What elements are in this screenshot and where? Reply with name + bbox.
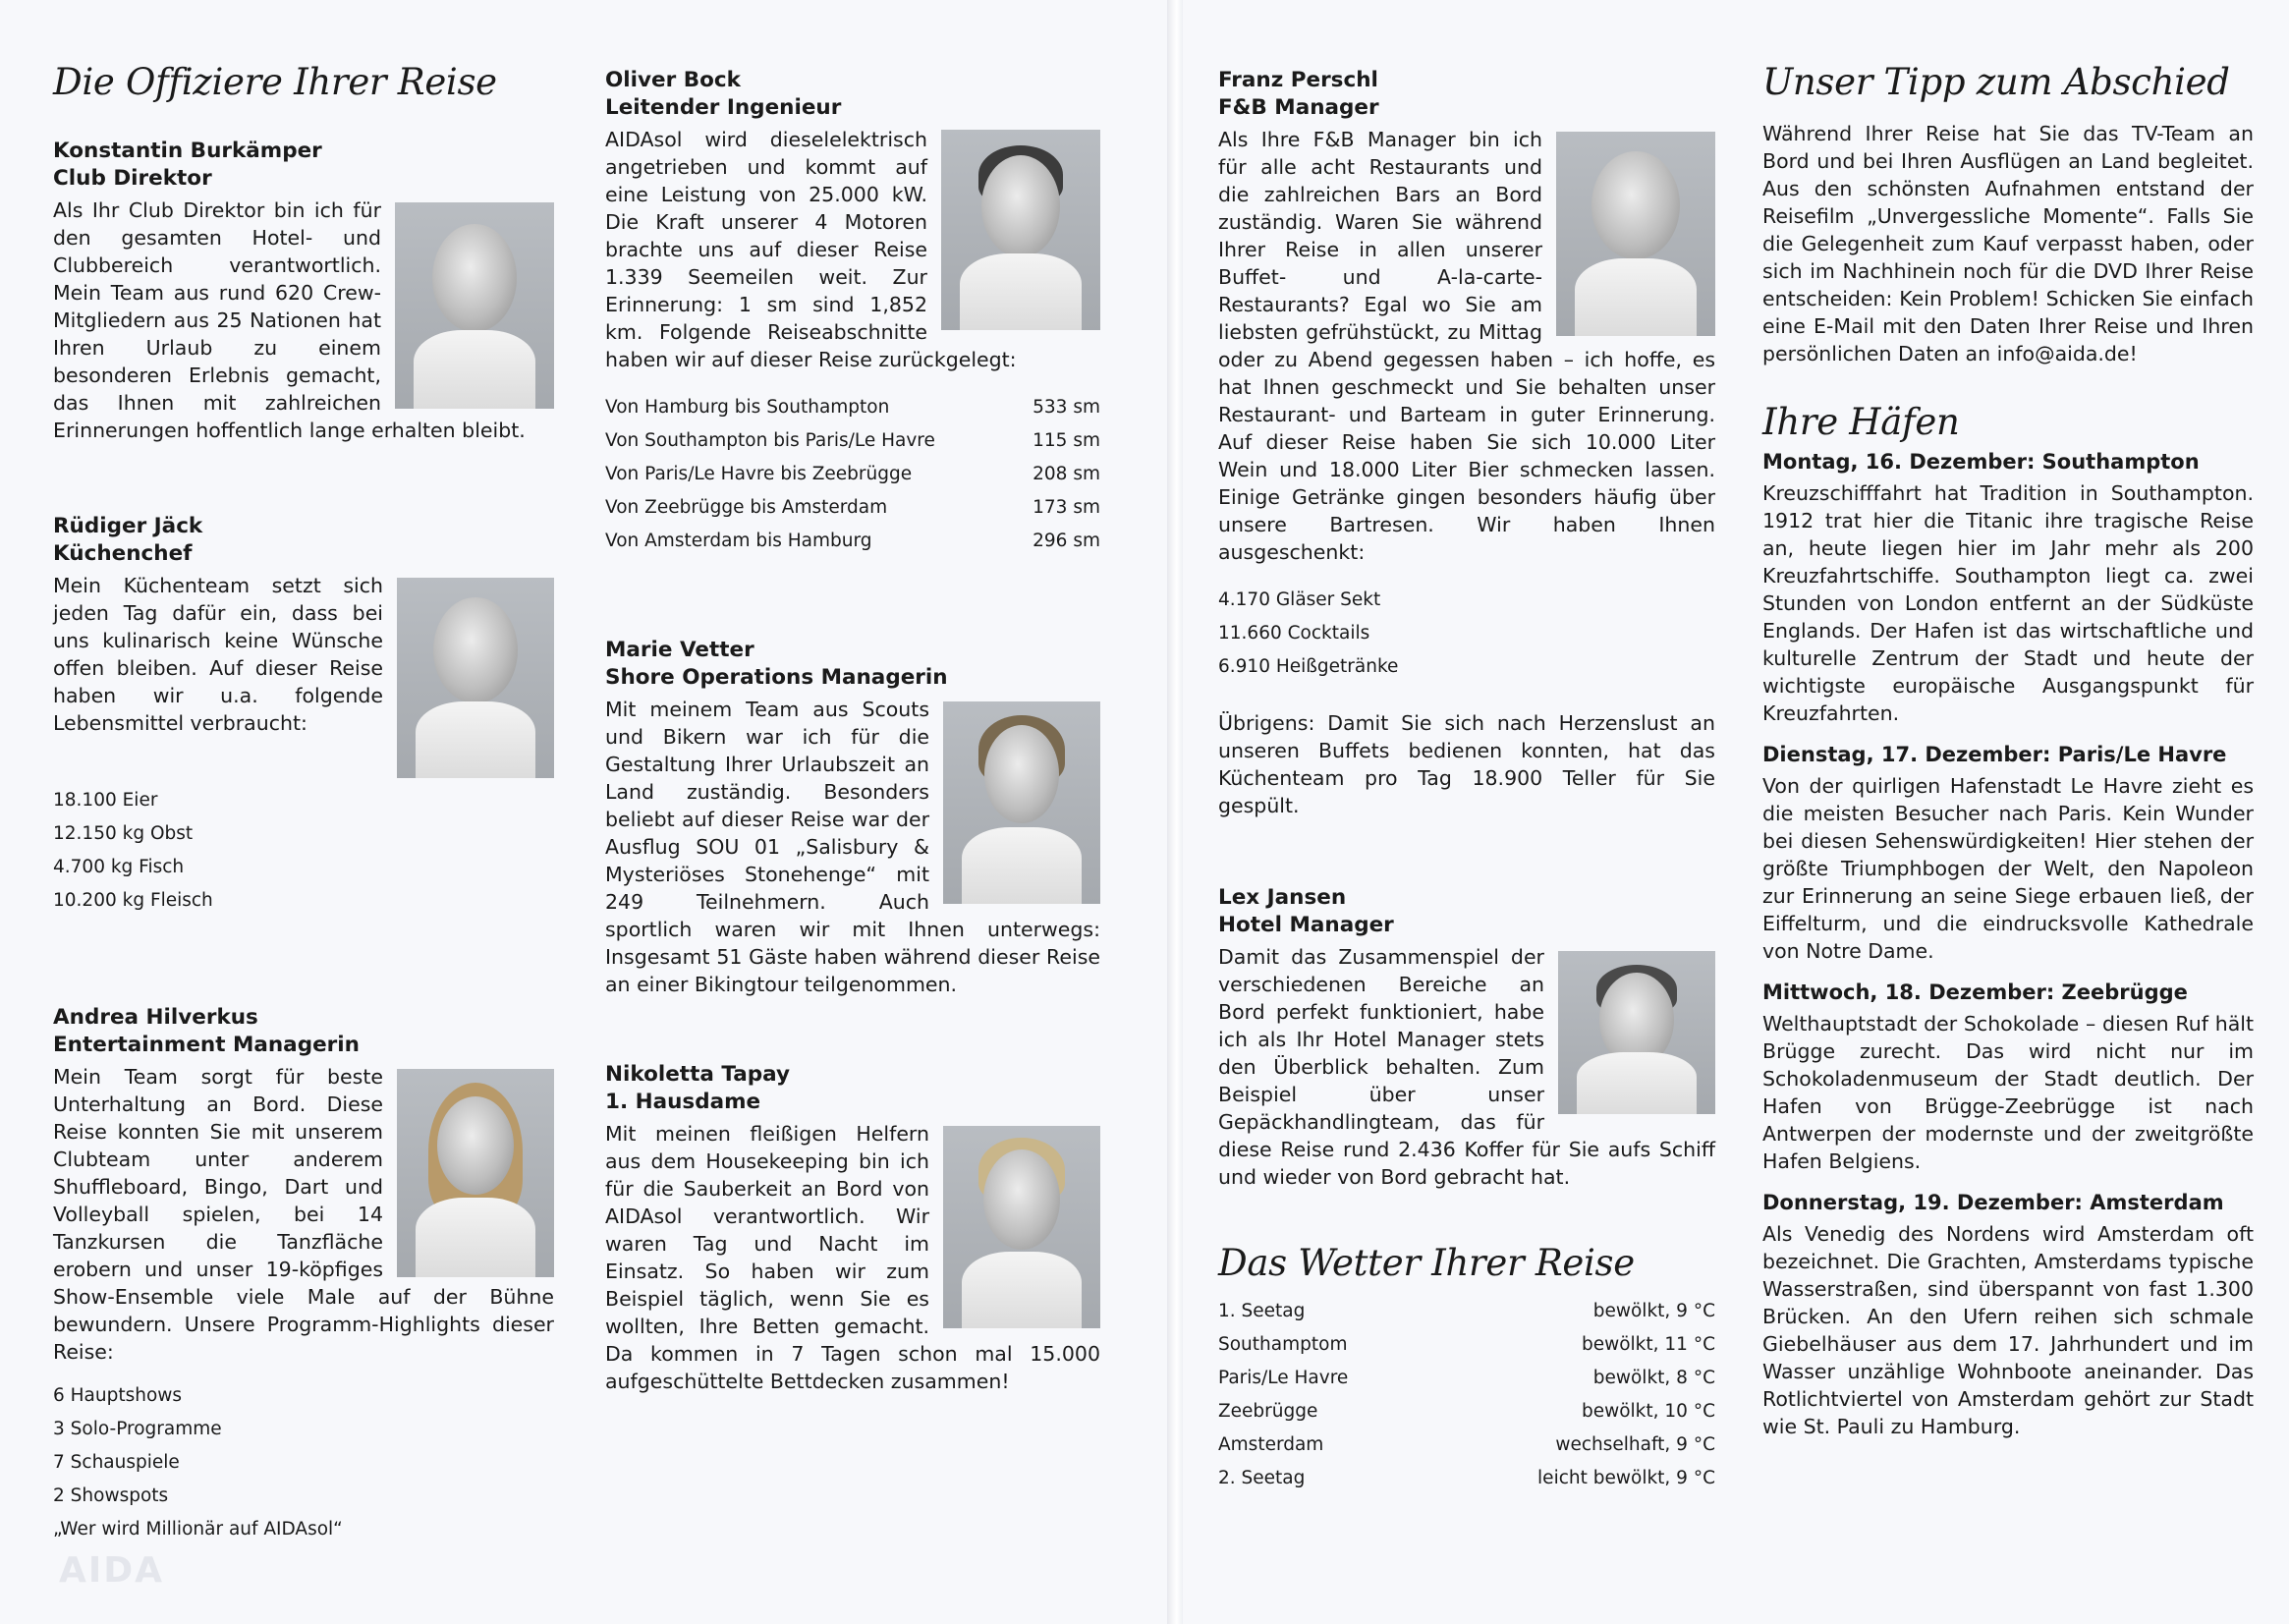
officer-role: Entertainment Managerin <box>53 1033 360 1057</box>
list-item: 11.660 Cocktails <box>1218 623 1370 644</box>
port-title: Dienstag, 17. Dezember: Paris/Le Havre <box>1762 743 2227 766</box>
officer-burkaemper <box>53 138 554 444</box>
officer-text: Mit meinen fleißigen Helfern aus dem Housekeeping bin ich für die Sauberkeit an Bord von AIDAsol verantwortlich. Wir waren Tag und Nacht im Einsatz. So haben wir zum Beispiel täglich, wenn Sie es wollten, Ihre Betten gemacht. Da kommen in 7 Tagen schon mal 15.000 aufgeschüttelte Bettdecken zusammen! <box>605 1122 1100 1393</box>
officer-name: Marie Vetter <box>605 638 754 662</box>
officer-hilverkus <box>53 1004 554 1546</box>
officer-photo <box>1558 951 1715 1114</box>
weather-section <box>1218 1242 1715 1495</box>
officer-role: Hotel Manager <box>1218 913 1394 937</box>
route-row: Von Hamburg bis Southampton 533 sm <box>605 397 1100 418</box>
officers-heading: Die Offiziere Ihrer Reise <box>53 61 497 103</box>
officer-photo <box>397 1069 554 1277</box>
weather-row: Zeebrügge bewölkt, 10 °C <box>1218 1401 1715 1422</box>
officer-photo <box>943 701 1100 904</box>
officer-text: AIDAsol wird dieselelektrisch angetrieben und kommt auf eine Leistung von 25.000 kW. Die Kraft unserer 4 Motoren brachte uns auf dieser Reise 1.339 Seemeilen weit. Zur Erinnerung: 1 sm sind 1,852 km. Folgende Reiseabschnitte haben wir auf dieser Reise zurückgelegt: <box>605 128 1017 371</box>
port-item <box>1762 448 2254 727</box>
officer-photo <box>943 1126 1100 1328</box>
list-item: 10.200 kg Fleisch <box>53 890 213 911</box>
perschl-note: Übrigens: Damit Sie sich nach Herzenslust an unseren Buffets bedienen konnten, hat das Küchenteam pro Tag 18.900 Teller für Sie gespült. <box>1218 711 1715 817</box>
route-row: Von Amsterdam bis Hamburg 296 sm <box>605 531 1100 551</box>
officer-perschl <box>1218 67 1715 819</box>
list-item: 6.910 Heißgetränke <box>1218 656 1399 677</box>
officer-role: F&B Manager <box>1218 95 1379 120</box>
ports-section <box>1762 401 2254 1440</box>
port-item <box>1762 979 2254 1175</box>
left-column-1 <box>53 61 554 1546</box>
officer-bock <box>605 67 1100 558</box>
weather-row: 2. Seetag leicht bewölkt, 9 °C <box>1218 1468 1715 1488</box>
officer-name: Konstantin Burkämper <box>53 139 322 163</box>
officer-role: 1. Hausdame <box>605 1090 761 1114</box>
port-text: Welthauptstadt der Schokolade – diesen Ruf hält Brügge zurecht. Das wird nicht nur im Schokoladenmuseum der Stadt deutlich. Der Hafen von Brügge-Zeebrügge ist nach Antwerpen der modernste und der zweitgrößte Hafen Belgiens. <box>1762 1012 2254 1173</box>
port-item <box>1762 741 2254 965</box>
list-item: 4.170 Gläser Sekt <box>1218 589 1381 610</box>
officer-jaeck <box>53 513 554 918</box>
officer-name: Lex Jansen <box>1218 885 1347 910</box>
officer-text: Mein Küchenteam setzt sich jeden Tag dafür ein, dass bei uns kulinarisch keine Wünsche offen bleiben. Auf dieser Reise haben wir u.a. folgende Lebensmittel verbraucht: <box>53 574 383 735</box>
list-item: „Wer wird Millionär auf AIDAsol“ <box>53 1519 343 1540</box>
officer-role: Küchenchef <box>53 541 193 566</box>
port-title: Donnerstag, 19. Dezember: Amsterdam <box>1762 1191 2224 1214</box>
weather-list <box>1218 1295 1715 1495</box>
officer-photo <box>1556 132 1715 336</box>
tip-section <box>1762 61 2254 367</box>
officer-name: Rüdiger Jäck <box>53 514 203 538</box>
port-item <box>1762 1189 2254 1440</box>
officer-photo <box>941 130 1100 330</box>
list-item: 2 Showspots <box>53 1485 169 1506</box>
officer-photo <box>397 578 554 778</box>
left-column-2 <box>605 67 1100 1395</box>
officer-name: Oliver Bock <box>605 68 741 92</box>
weather-row: Amsterdam wechselhaft, 9 °C <box>1218 1434 1715 1455</box>
port-text: Als Venedig des Nordens wird Amsterdam oft bezeichnet. Die Grachten, Amsterdams typische Wasserstraßen, sind überspannt von fast 1.300 Brücken. An den Ufern reihen sich schmale Giebelhäuser aus dem 17. Jahrhundert und im Wasser unzählige Wohnboote aneinander. Das Rotlichtviertel von Amsterdam gehört zur Stadt wie St. Pauli zu Hamburg. <box>1762 1222 2254 1438</box>
officer-text: Mein Team sorgt für beste Unterhaltung an Bord. Diese Reise konnten Sie mit unserem Clubteam unter anderem Shuffleboard, Bingo, Dart und Volleyball spielen, bei 14 Tanzkursen die Tanzfläche erobern und unser 19-köpfiges Show-Ensemble viele Male auf der Bühne bewundern. Unsere Programm-Highlights dieser Reise: <box>53 1065 554 1364</box>
route-row: Von Southampton bis Paris/Le Havre 115 sm <box>605 430 1100 451</box>
route-row: Von Zeebrügge bis Amsterdam 173 sm <box>605 497 1100 518</box>
right-page <box>1183 0 2289 1624</box>
route-row: Von Paris/Le Havre bis Zeebrügge 208 sm <box>605 464 1100 484</box>
officer-photo <box>395 202 554 409</box>
right-column-1 <box>1218 67 1715 1495</box>
port-title: Mittwoch, 18. Dezember: Zeebrügge <box>1762 980 2188 1004</box>
weather-row: 1. Seetag bewölkt, 9 °C <box>1218 1301 1715 1321</box>
aida-watermark: AIDA <box>59 1550 164 1591</box>
officer-text: Damit das Zusammenspiel der verschiedenen Bereiche an Bord perfekt funktioniert, habe ich als Ihr Hotel Manager stets den Überblick behalten. Zum Beispiel über unser Gepäckhandlingteam, das für diese Reise rund 2.436 Koffer für Sie aufs Schiff und wieder von Bord gebracht hat. <box>1218 945 1715 1189</box>
port-text: Kreuzschifffahrt hat Tradition in Southampton. 1912 trat hier die Titanic ihre tragische Reise an, heute liegen hier im Jahr mehr als 200 Kreuzfahrtschiffe. Southampton liegt ca. zwei Stunden von London entfernt an der Südküste Englands. Der Hafen ist das wirtschaftliche und kulturelle Zentrum der Stadt und heute der wichtigste europäische Ausgangspunkt für Kreuzfahrten. <box>1762 481 2254 725</box>
officer-text: Mit meinem Team aus Scouts und Bikern war ich für die Gestaltung Ihrer Urlaubszeit an Land zuständig. Besonders beliebt auf dieser Reise war der Ausflug SOU 01 „Salisbury & Mysteriöses Stonehenge“ mit 249 Teilnehmern. Auch sportlich waren wir mit Ihnen unterwegs: Insgesamt 51 Gäste haben während dieser Reise an einer Bikingtour teilgenommen. <box>605 698 1100 996</box>
weather-row: Paris/Le Havre bewölkt, 8 °C <box>1218 1368 1715 1388</box>
tip-text: Während Ihrer Reise hat Sie das TV-Team an Bord und bei Ihren Ausflügen an Land begleitet. Aus den schönsten Aufnahmen entstand der Reisefilm „Unvergessliche Momente“. Falls Sie die Gelegenheit zum Kauf verpasst haben, oder sich im Nachhinein noch für die DVD Ihrer Reise entscheiden: Kein Problem! Schicken Sie einfach eine E-Mail mit den Daten Ihrer Reise und Ihren persönlichen Daten an info@aida.de! <box>1762 122 2254 365</box>
list-item: 4.700 kg Fisch <box>53 857 185 877</box>
officer-tapay <box>605 1061 1100 1395</box>
officer-name: Nikoletta Tapay <box>605 1062 791 1087</box>
ports-heading: Ihre Häfen <box>1762 401 1960 443</box>
list-item: 18.100 Eier <box>53 790 158 811</box>
right-column-2 <box>1762 61 2254 1440</box>
officer-vetter <box>605 637 1100 998</box>
officer-text: Als Ihr Club Direktor bin ich für den gesamten Hotel- und Clubbereich verantwortlich. Mein Team aus rund 620 Crew-Mitgliedern aus 25 Nationen hat Ihren Urlaub zu einem besonderen Erlebnis gemacht, das Ihnen mit zahlreichen Erinnerungen hoffentlich lange erhalten bleibt. <box>53 198 526 442</box>
officer-text: Als Ihre F&B Manager bin ich für alle acht Restaurants und die zahlreichen Bars an Bord zuständig. Waren Sie während Ihrer Reise in allen unserer Buffet- und A-la-carte-Restaurants? Egal wo Sie am liebsten gefrühstückt, zu Mittag oder zu Abend gegessen haben – ich hoffe, es hat Ihnen geschmeckt und Sie behalten unser Restaurant- und Barteam in guter Erinnerung. Auf dieser Reise haben Sie sich 10.000 Liter Wein und 18.000 Liter Bier schmecken lassen. Einige Getränke gingen besonders häufig über unsere Bartresen. Wir haben Ihnen ausgeschenkt: <box>1218 128 1715 564</box>
weather-row: Southamptom bewölkt, 11 °C <box>1218 1334 1715 1355</box>
list-item: 6 Hauptshows <box>53 1385 183 1406</box>
food-list <box>53 784 554 918</box>
route-list <box>605 391 1100 558</box>
list-item: 3 Solo-Programme <box>53 1419 222 1439</box>
officer-role: Club Direktor <box>53 166 212 191</box>
drinks-list <box>1218 584 1715 684</box>
highlights-list <box>53 1379 554 1546</box>
weather-heading: Das Wetter Ihrer Reise <box>1218 1242 1635 1284</box>
page-gutter <box>1167 0 1183 1624</box>
officer-role: Leitender Ingenieur <box>605 95 842 120</box>
tip-heading: Unser Tipp zum Abschied <box>1762 61 2230 103</box>
port-text: Von der quirligen Hafenstadt Le Havre zieht es die meisten Besucher nach Paris. Kein Wunder bei diesen Sehenswürdigkeiten! Hier stehen der größte Triumphbogen der Welt, den Napoleon zur Erinnerung an seine Siege erbauen ließ, der Eiffelturm, und die eindrucksvolle Kathedrale von Notre Dame. <box>1762 774 2254 963</box>
officer-role: Shore Operations Managerin <box>605 665 948 690</box>
officer-name: Franz Perschl <box>1218 68 1378 92</box>
officer-jansen <box>1218 884 1715 1191</box>
port-title: Montag, 16. Dezember: Southampton <box>1762 450 2200 474</box>
list-item: 7 Schauspiele <box>53 1452 180 1473</box>
officer-name: Andrea Hilverkus <box>53 1005 258 1030</box>
list-item: 12.150 kg Obst <box>53 823 194 844</box>
